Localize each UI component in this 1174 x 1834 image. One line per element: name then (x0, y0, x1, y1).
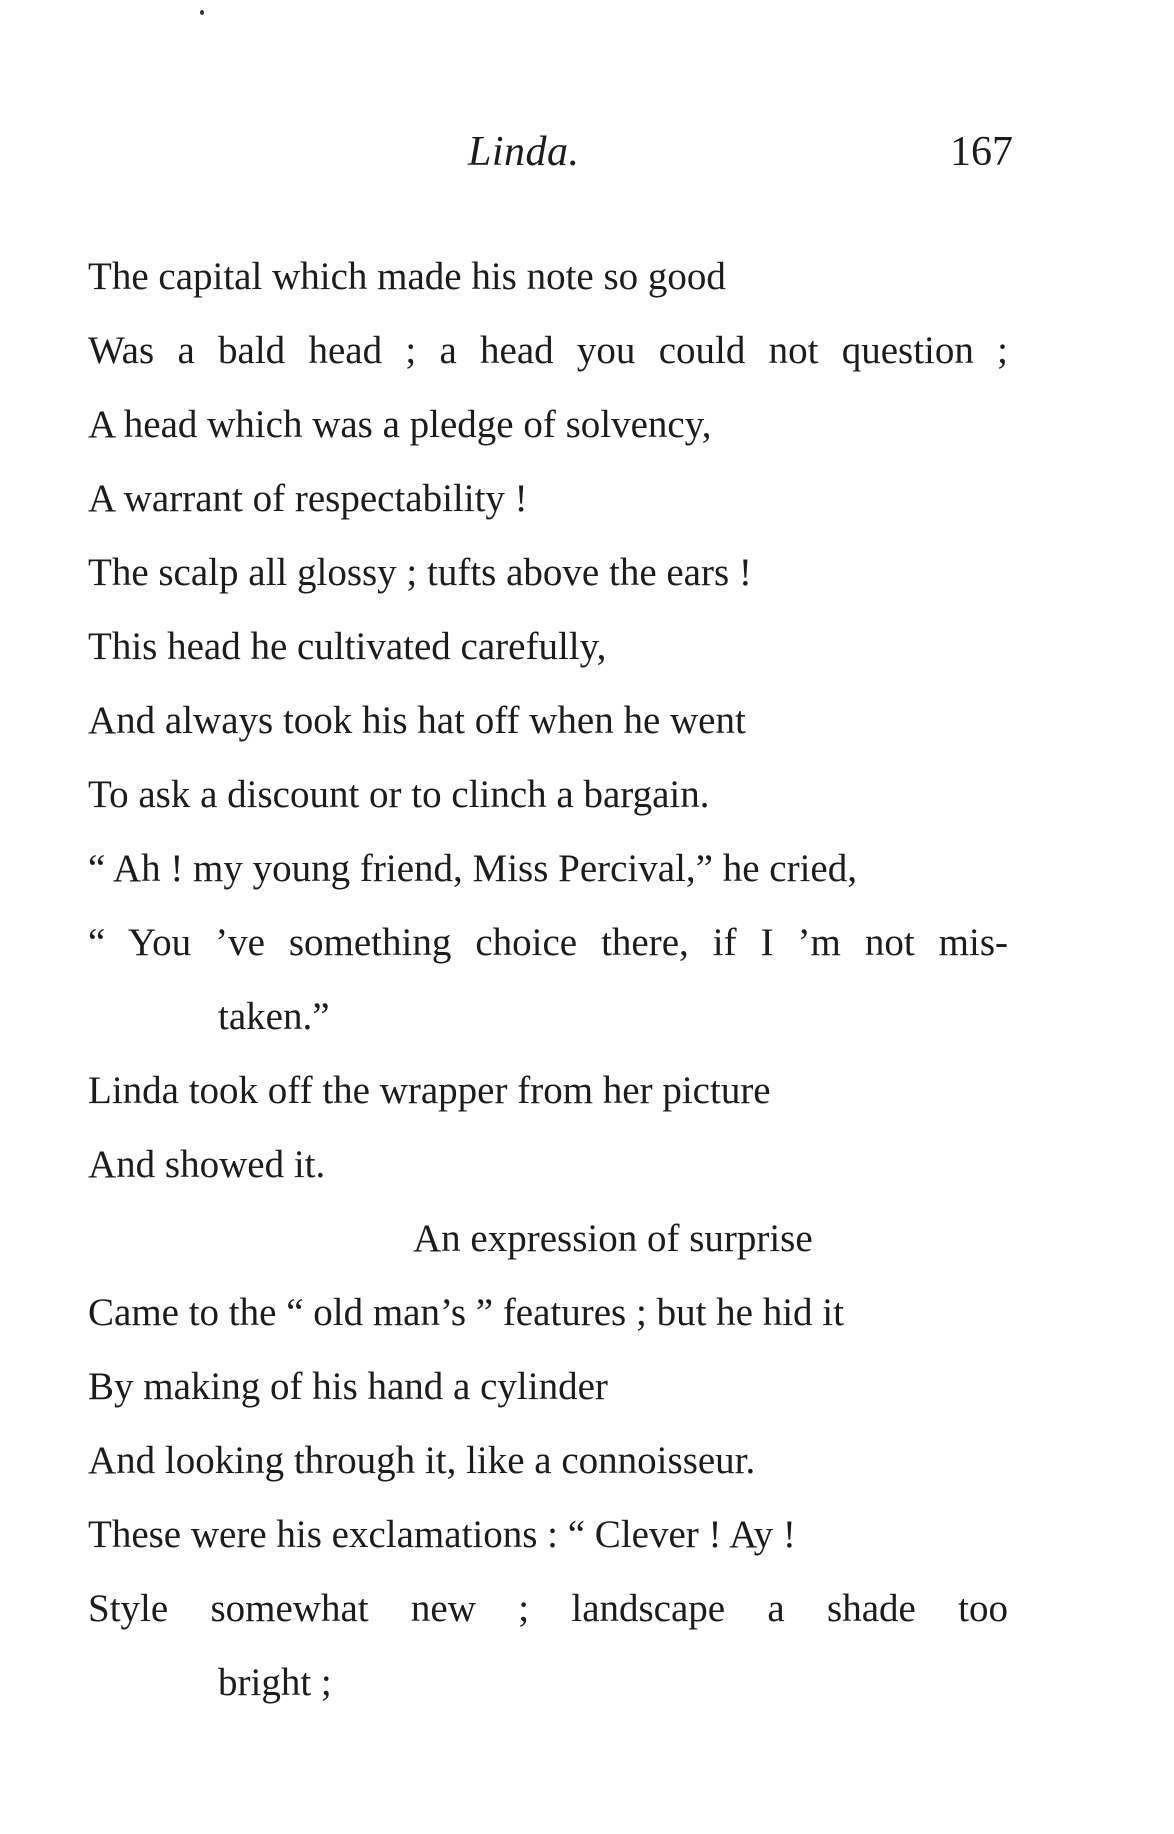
verse-line: These were his exclamations : “ Clever ! Ay ! (88, 1513, 796, 1556)
verse-line: And looking through it, like a connoisseur. (88, 1439, 756, 1482)
verse-line: The scalp all glossy ; tufts above the ears ! (88, 551, 752, 594)
verse-line: Linda took off the wrapper from her picture (88, 1069, 771, 1112)
verse-line: And showed it. (88, 1143, 326, 1186)
verse-line: A warrant of respectability ! (88, 477, 528, 520)
verse-line-continuation: taken.” (218, 995, 330, 1038)
verse-line: “ You ’ve something choice there, if I ’m not mis- (88, 921, 1008, 964)
page-header (88, 128, 1013, 188)
verse-line-continuation: bright ; (218, 1661, 332, 1704)
running-title: Linda. (468, 129, 580, 175)
verse-line-half: An expression of surprise (413, 1217, 813, 1260)
poem-text (88, 240, 1008, 1720)
verse-line: This head he cultivated carefully, (88, 625, 607, 668)
page-number: 167 (950, 129, 1013, 175)
verse-line: To ask a discount or to clinch a bargain. (88, 773, 710, 816)
verse-line: Came to the “ old man’s ” features ; but he hid it (88, 1291, 844, 1334)
ink-speck (200, 10, 204, 15)
verse-line: “ Ah ! my young friend, Miss Percival,” he cried, (88, 847, 857, 890)
verse-line: And always took his hat off when he went (88, 699, 746, 742)
verse-line: The capital which made his note so good (88, 255, 726, 298)
verse-line: Style somewhat new ; landscape a shade too (88, 1587, 1008, 1630)
verse-line: A head which was a pledge of solvency, (88, 403, 712, 446)
verse-line: By making of his hand a cylinder (88, 1365, 608, 1408)
verse-line: Was a bald head ; a head you could not question ; (88, 329, 1008, 372)
